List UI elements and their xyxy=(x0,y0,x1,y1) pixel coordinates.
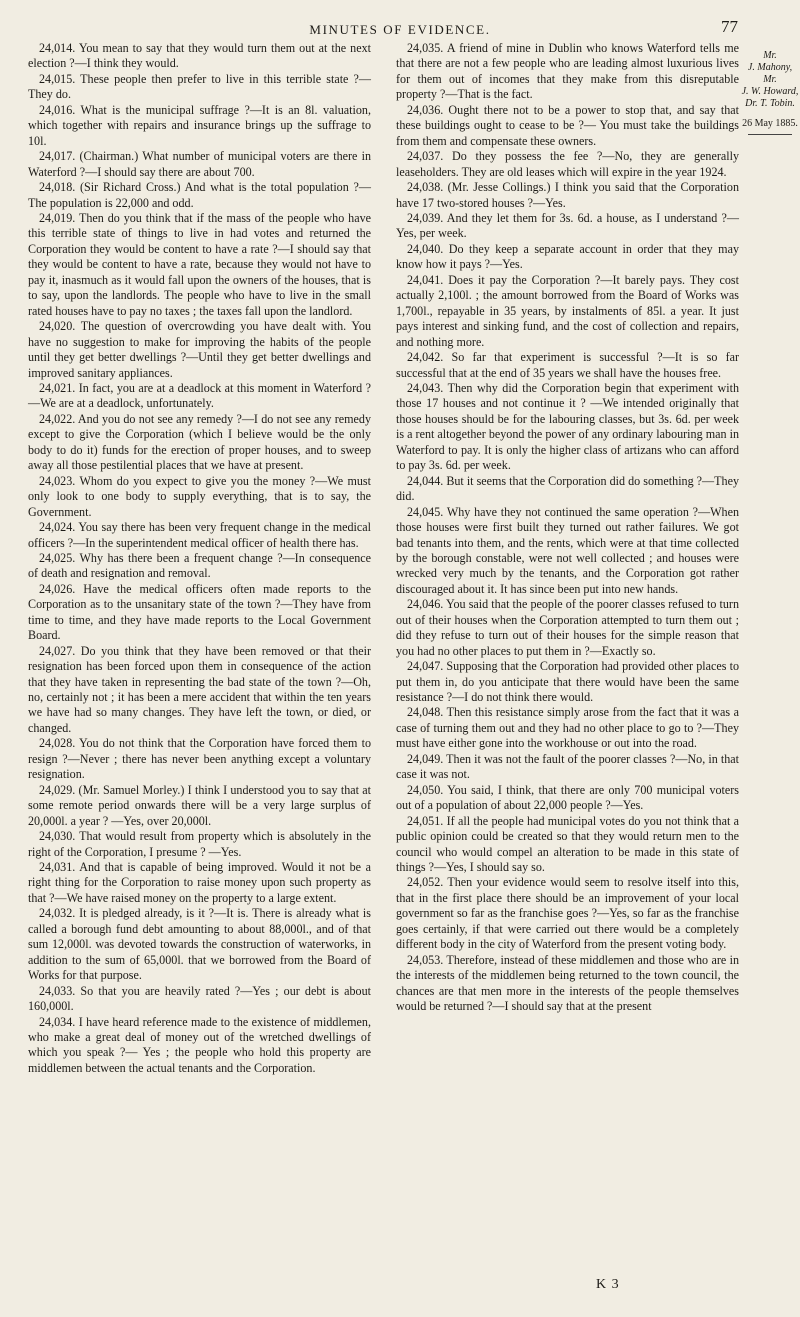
evidence-paragraph: 24,021. In fact, you are at a deadlock at this moment in Waterford ?—We are at a deadlock, unfortunately. xyxy=(28,380,371,411)
margin-date: 26 May 1885. xyxy=(742,118,798,129)
evidence-paragraph: 24,016. What is the municipal suffrage ?—It is an 8l. valuation, which together with repairs and insurance brings up the suffrage to 10l. xyxy=(28,102,371,148)
evidence-paragraph: 24,039. And they let them for 3s. 6d. a house, as I understand ?—Yes, per week. xyxy=(396,210,739,241)
witness-name: Mr. xyxy=(763,74,777,85)
evidence-paragraph: 24,040. Do they keep a separate account in order that they may know how it pays ?—Yes. xyxy=(396,241,739,272)
evidence-paragraph: 24,035. A friend of mine in Dublin who knows Waterford tells me that there are not a few people who are leading almost luxurious lives for them out of incomes that they make from this disreputable property ?—That is the fact. xyxy=(396,41,739,102)
evidence-paragraph: 24,041. Does it pay the Corporation ?—It barely pays. They cost actually 2,100l. ; the amount borrowed from the Board of Works was 1,700l., repayable in 35 years, by instalments of 85l. a year. It just pays interest and sinking fund, and the cost of collection and repairs, and nothing more. xyxy=(396,272,739,349)
witness-name: J. Mahony, xyxy=(747,62,793,73)
evidence-paragraph: 24,014. You mean to say that they would turn them out at the next election ?—I think they would. xyxy=(28,41,371,71)
evidence-paragraph: 24,034. I have heard reference made to the existence of middlemen, who make a great deal of money out of the wretched dwellings of which you speak ?— Yes ; the people who hold this property are middlemen between the actual tenants and the Corporation. xyxy=(28,1014,371,1075)
evidence-paragraph: 24,043. Then why did the Corporation begin that experiment with those 17 houses and not continue it ? —We intended originally that those houses should be for the labouring classes, but 3s. 6d. per week is a rent altogether beyond the power of any ordinary labouring man in Waterford to pay. It is only the higher class of artizans who can afford to pay 3s. 6d. per week. xyxy=(396,380,739,473)
evidence-paragraph: 24,032. It is pledged already, is it ?—It is. There is already what is called a borough fund debt amounting to about 88,000l., and of that sum 12,000l. was devoted towards the construction of waterworks, in addition to the sum of 65,000l. that we borrowed from the Board of Works for that purpose. xyxy=(28,906,371,983)
evidence-paragraph: 24,025. Why has there been a frequent change ?—In consequence of death and resignation and removal. xyxy=(28,550,371,581)
margin-note xyxy=(740,50,800,135)
evidence-paragraph: 24,038. (Mr. Jesse Collings.) I think you said that the Corporation have 17 two-stored houses ?—Yes. xyxy=(396,180,739,210)
page-number: 77 xyxy=(721,17,738,36)
evidence-paragraph: 24,036. Ought there not to be a power to stop that, and say that these buildings ought to cease to be ?— You must take the buildings from them and compensate these owners. xyxy=(396,102,739,148)
evidence-paragraph: 24,023. Whom do you expect to give you the money ?—We must only look to one body to supply everything, that is to say, the Government. xyxy=(28,473,371,519)
evidence-paragraph: 24,018. (Sir Richard Cross.) And what is the total population ?—The population is 22,000 and odd. xyxy=(28,180,371,210)
evidence-paragraph: 24,029. (Mr. Samuel Morley.) I think I understood you to say that at some remote period onwards there will be a very large surplus of 20,000l. a year ? —Yes, over 20,000l. xyxy=(28,782,371,828)
evidence-paragraph: 24,031. And that is capable of being improved. Would it not be a right thing for the Corporation to raise money upon such property as that ?—We have raised money on the property to a large extent. xyxy=(28,860,371,905)
evidence-paragraph: 24,042. So far that experiment is successful ?—It is so far successful that at the end of 35 years we shall have the houses free. xyxy=(396,350,739,380)
evidence-paragraph: 24,020. The question of overcrowding you have dealt with. You have no suggestion to make for improving the habits of the people until they get better dwellings ?—Until they get better dwellings and improved sanitary appliances. xyxy=(28,319,371,380)
evidence-paragraph: 24,017. (Chairman.) What number of municipal voters are there in Waterford ?—I should say there are about 700. xyxy=(28,149,371,179)
evidence-paragraph: 24,015. These people then prefer to live in this terrible state ?—They do. xyxy=(28,71,371,102)
witness-name: J. W. Howard, xyxy=(741,86,799,97)
evidence-paragraph: 24,053. Therefore, instead of these middlemen and those who are in the interests of the middlemen being returned to the town council, the chances are that men more in the interests of the people themselves would be returned ?—I should say that at the present xyxy=(396,952,739,1014)
evidence-paragraph: 24,019. Then do you think that if the mass of the people who have this terrible state of things to live in had votes and returned the Corporation they would be content to have a rate ?—I should say that they would be content to have a rate, because they would not have to pay it, inasmuch as it would fall upon the owners of the houses, that is to say, upon the landlords. The people who have to live in the small rated houses have to pay no taxes ; the taxes fall upon the landlord. xyxy=(28,210,371,318)
evidence-paragraph: 24,027. Do you think that they have been removed or that their resignation has been forced upon them in consequence of the action that they have taken in representing the bad state of the town ?—Oh, no, certainly not ; it has been a mere accident that within the ten years we have had so many changes. They have left the town, or died, or changed. xyxy=(28,643,371,735)
evidence-paragraph: 24,030. That would result from property which is absolutely in the right of the Corporation, I presume ? —Yes. xyxy=(28,829,371,859)
evidence-paragraph: 24,046. You said that the people of the poorer classes refused to turn out of their houses when the Corporation attempted to turn them out ; did they refuse to turn out of their houses for the simple reason that you had no other places to put them in ?—Exactly so. xyxy=(396,597,739,658)
evidence-paragraph: 24,052. Then your evidence would seem to resolve itself into this, that in the first place there should be an improvement of your local government so far as the franchise goes ?—Yes, so far as the franchise goes certainly, if that were carried out there would be a completely different body in the city of Waterford from the present voting body. xyxy=(396,875,739,952)
signature-mark: K 3 xyxy=(596,1277,620,1292)
evidence-paragraph: 24,049. Then it was not the fault of the poorer classes ?—No, in that case it was not. xyxy=(396,751,739,782)
left-column xyxy=(28,41,371,1076)
evidence-paragraph: 24,044. But it seems that the Corporation did do something ?—They did. xyxy=(396,473,739,504)
witness-name: Dr. T. Tobin. xyxy=(745,98,795,109)
margin-rule xyxy=(748,134,792,135)
evidence-paragraph: 24,028. You do not think that the Corporation have forced them to resign ?—Never ; there has never been anything except a voluntary resignation. xyxy=(28,736,371,782)
evidence-paragraph: 24,047. Supposing that the Corporation had provided other places to put them in, do you anticipate that there would have been the same resistance ?—I do not think there would. xyxy=(396,659,739,705)
right-column xyxy=(396,41,739,1015)
evidence-paragraph: 24,050. You said, I think, that there are only 700 municipal voters out of a population of about 22,000 people ?—Yes. xyxy=(396,782,739,813)
evidence-paragraph: 24,051. If all the people had municipal votes do you not think that a public opinion could be created so that they would return men to the council who would compel an alteration to be made in this state of things ?—Yes, I should say so. xyxy=(396,813,739,875)
evidence-paragraph: 24,048. Then this resistance simply arose from the fact that it was a case of turning them out and they had no other place to go to ?—They must have either gone into the workhouse or out into the road. xyxy=(396,705,739,751)
evidence-paragraph: 24,024. You say there has been very frequent change in the medical officers ?—In the superintendent medical officer of health there has. xyxy=(28,520,371,550)
evidence-paragraph: 24,026. Have the medical officers often made reports to the Corporation as to the unsanitary state of the town ?—They have from time to time, and they have made reports to the Local Government Board. xyxy=(28,581,371,643)
evidence-paragraph: 24,022. And you do not see any remedy ?—I do not see any remedy except to give the Corporation (which I believe would be the only body to do it) funds for the erection of proper houses, and to sweep away all those pestilential places that we have at present. xyxy=(28,411,371,473)
evidence-paragraph: 24,045. Why have they not continued the same operation ?—When those houses were first built they turned out rather failures. We got bad tenants into them, and the rents, which were at that time collected by the borough constable, were not well collected ; and houses were wrecked very much by the tenants, and the Corporation got rather discouraged about it. It has since been put into new hands. xyxy=(396,504,739,596)
evidence-paragraph: 24,037. Do they possess the fee ?—No, they are generally leaseholders. They are old leases which will expire in the year 1924. xyxy=(396,149,739,179)
evidence-paragraph: 24,033. So that you are heavily rated ?—Yes ; our debt is about 160,000l. xyxy=(28,983,371,1014)
running-head: MINUTES OF EVIDENCE. xyxy=(309,22,491,37)
witness-name: Mr. xyxy=(763,50,777,61)
